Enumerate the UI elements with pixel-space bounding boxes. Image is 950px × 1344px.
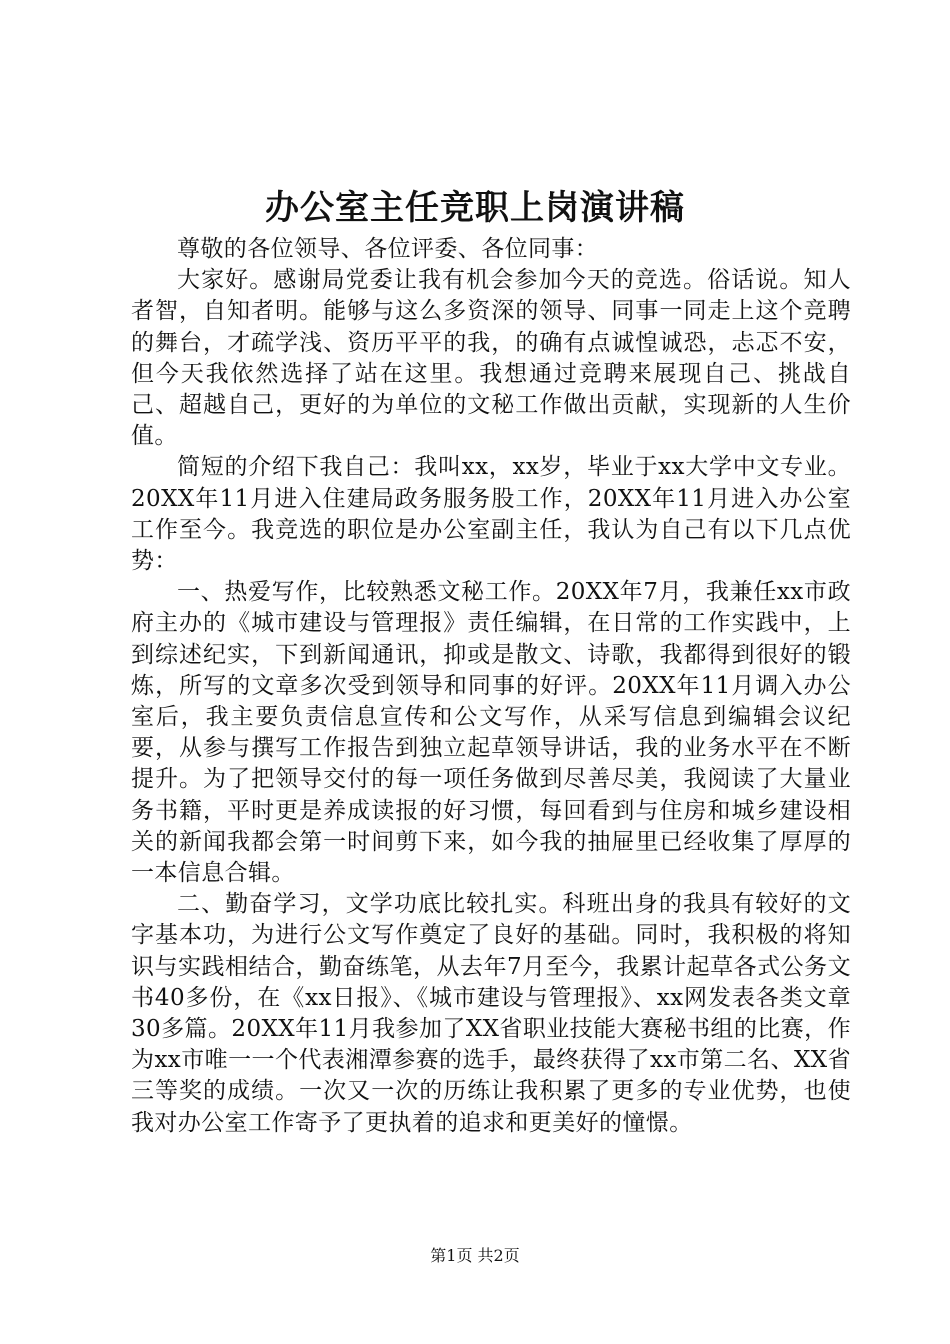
document-title: 办公室主任竞职上岗演讲稿 — [265, 188, 685, 228]
salutation-paragraph: 尊敬的各位领导、各位评委、各位同事： — [177, 236, 599, 262]
introduction-paragraph: 简短的介绍下我自己：我叫xx，xx岁，毕业于xx大学中文专业。20XX年11月进入住建局政务服务股工作，20XX年11月进入办公室工作至今。我竞选的职位是办公室副主任，我认为自己有以下几点优势： — [131, 454, 851, 575]
page-number-footer: 第1页 共2页 — [430, 1246, 520, 1265]
document-body — [131, 234, 851, 1139]
greeting-paragraph: 大家好。感谢局党委让我有机会参加今天的竞选。俗话说。知人者智，自知者明。能够与这么多资深的领导、同事一同走上这个竞聘的舞台，才疏学浅、资历平平的我，的确有点诚惶诚恐，忐忑不安，但今天我依然选择了站在这里。我想通过竞聘来展现自己、挑战自己、超越自己，更好的为单位的文秘工作做出贡献，实现新的人生价值。 — [131, 267, 851, 450]
advantage-two-paragraph: 二、勤奋学习，文学功底比较扎实。科班出身的我具有较好的文字基本功，为进行公文写作奠定了良好的基础。同时，我积极的将知识与实践相结合，勤奋练笔，从去年7月至今，我累计起草各式公务文书40多份，在《xx日报》、《城市建设与管理报》、xx网发表各类文章30多篇。20XX年11月我参加了XX省职业技能大赛秘书组的比赛，作为xx市唯一一个代表湘潭参赛的选手，最终获得了xx市第二名、XX省三等奖的成绩。一次又一次的历练让我积累了更多的专业优势，也使我对办公室工作寄予了更执着的追求和更美好的憧憬。 — [131, 891, 851, 1136]
advantage-one-paragraph: 一、热爱写作，比较熟悉文秘工作。20XX年7月，我兼任xx市政府主办的《城市建设与管理报》责任编辑，在日常的工作实践中，上到综述纪实，下到新闻通讯，抑或是散文、诗歌，我都得到很好的锻炼，所写的文章多次受到领导和同事的好评。20XX年11月调入办公室后，我主要负责信息宣传和公文写作，从采写信息到编辑会议纪要，从参与撰写工作报告到独立起草领导讲话，我的业务水平在不断提升。为了把领导交付的每一项任务做到尽善尽美，我阅读了大量业务书籍，平时更是养成读报的好习惯，每回看到与住房和城乡建设相关的新闻我都会第一时间剪下来，如今我的抽屉里已经收集了厚厚的一本信息合辑。 — [131, 579, 851, 887]
